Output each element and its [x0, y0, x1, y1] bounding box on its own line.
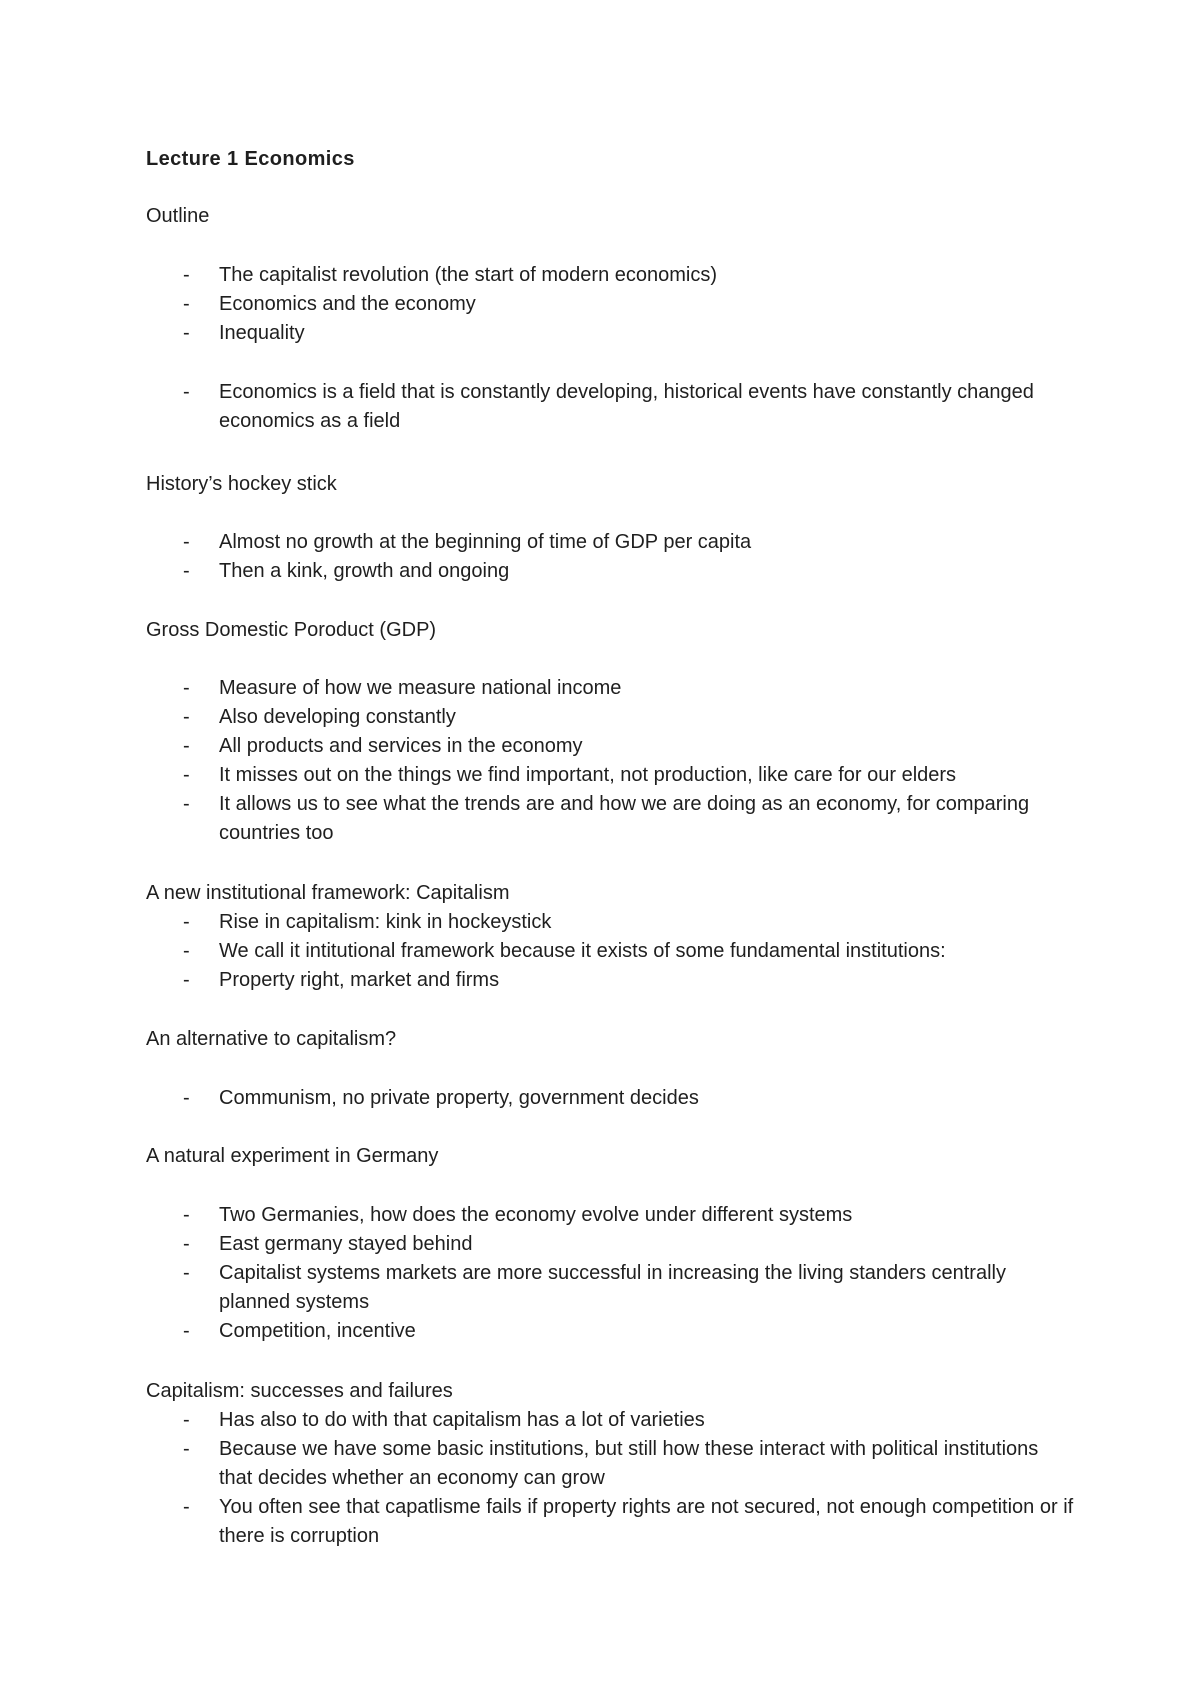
bullet-dash: - [183, 793, 190, 815]
list-item [146, 674, 1076, 703]
list-item [146, 1259, 1076, 1317]
bullet-dash: - [183, 560, 190, 582]
list-item-text: Communism, no private property, government decides [219, 1087, 699, 1109]
list-item-text: All products and services in the economy [219, 735, 583, 757]
list-item-text: East germany stayed behind [219, 1233, 473, 1255]
list-item-text: The capitalist revolution (the start of modern economics) [219, 264, 717, 286]
list-item-text: It misses out on the things we find important, not production, like care for our elders [219, 764, 957, 786]
section-heading-germany: A natural experiment in Germany [146, 1145, 439, 1167]
list-item-text: It allows us to see what the trends are and how we are doing as an economy, for comparing countries too [219, 793, 1030, 844]
bullet-dash: - [183, 1496, 190, 1518]
bullet-dash: - [183, 1262, 190, 1284]
list-item [146, 1084, 1076, 1113]
list-item [146, 732, 1076, 761]
bullet-dash: - [183, 1438, 190, 1460]
bullet-dash: - [183, 381, 190, 403]
page-title: Lecture 1 Economics [146, 148, 355, 170]
bullet-dash: - [183, 706, 190, 728]
list-item-text: Because we have some basic institutions, but still how these interact with political institutions that decides whether an economy can grow [219, 1438, 1039, 1489]
bullet-list-capitalism [146, 908, 1076, 995]
list-item [146, 761, 1076, 790]
list-item-text: Also developing constantly [219, 706, 456, 728]
list-item-text: Then a kink, growth and ongoing [219, 560, 510, 582]
list-item [146, 1493, 1076, 1551]
bullet-list-successes-failures [146, 1406, 1076, 1551]
section-heading-successes-failures: Capitalism: successes and failures [146, 1380, 453, 1402]
bullet-list-note [146, 378, 1076, 436]
bullet-dash: - [183, 1233, 190, 1255]
section-heading-hockey-stick: History’s hockey stick [146, 473, 337, 495]
list-item [146, 1435, 1076, 1493]
bullet-dash: - [183, 1320, 190, 1342]
list-item [146, 908, 1076, 937]
list-item [146, 937, 1076, 966]
bullet-list-gdp [146, 674, 1076, 848]
list-item-text: Inequality [219, 322, 305, 344]
bullet-dash: - [183, 1087, 190, 1109]
list-item-text: Has also to do with that capitalism has a lot of varieties [219, 1409, 705, 1431]
list-item [146, 1406, 1076, 1435]
list-item-text: Almost no growth at the beginning of time of GDP per capita [219, 531, 752, 553]
list-item [146, 1317, 1076, 1346]
section-heading-alternative: An alternative to capitalism? [146, 1028, 397, 1050]
bullet-list-alternative [146, 1084, 1076, 1113]
list-item-text: Capitalist systems markets are more successful in increasing the living standers centrally planned systems [219, 1262, 1006, 1313]
list-item [146, 966, 1076, 995]
list-item [146, 290, 1076, 319]
list-item-text: Competition, incentive [219, 1320, 416, 1342]
list-item-text: Economics and the economy [219, 293, 476, 315]
section-heading-gdp: Gross Domestic Poroduct (GDP) [146, 619, 437, 641]
list-item [146, 790, 1076, 848]
bullet-dash: - [183, 1409, 190, 1431]
list-item [146, 378, 1076, 436]
list-item-text: Property right, market and firms [219, 969, 500, 991]
bullet-dash: - [183, 531, 190, 553]
list-item [146, 528, 1076, 557]
bullet-dash: - [183, 969, 190, 991]
bullet-list-germany [146, 1201, 1076, 1346]
bullet-dash: - [183, 264, 190, 286]
list-item [146, 261, 1076, 290]
list-item [146, 1201, 1076, 1230]
bullet-dash: - [183, 940, 190, 962]
list-item-text: You often see that capatlisme fails if property rights are not secured, not enough competition or if there is corruption [219, 1496, 1074, 1547]
list-item-text: We call it intitutional framework because it exists of some fundamental institutions: [219, 940, 946, 962]
list-item [146, 703, 1076, 732]
bullet-list-hockey-stick [146, 528, 1076, 586]
list-item-text: Two Germanies, how does the economy evolve under different systems [219, 1204, 853, 1226]
list-item-text: Rise in capitalism: kink in hockeystick [219, 911, 552, 933]
list-item [146, 557, 1076, 586]
bullet-list-outline [146, 261, 1076, 348]
bullet-dash: - [183, 1204, 190, 1226]
bullet-dash: - [183, 764, 190, 786]
list-item-text: Economics is a field that is constantly developing, historical events have constantly changed economics as a field [219, 381, 1034, 432]
list-item [146, 1230, 1076, 1259]
bullet-dash: - [183, 911, 190, 933]
list-item [146, 319, 1076, 348]
list-item-text: Measure of how we measure national income [219, 677, 622, 699]
section-heading-outline: Outline [146, 205, 210, 227]
bullet-dash: - [183, 735, 190, 757]
section-heading-capitalism: A new institutional framework: Capitalism [146, 882, 510, 904]
bullet-dash: - [183, 677, 190, 699]
bullet-dash: - [183, 322, 190, 344]
bullet-dash: - [183, 293, 190, 315]
